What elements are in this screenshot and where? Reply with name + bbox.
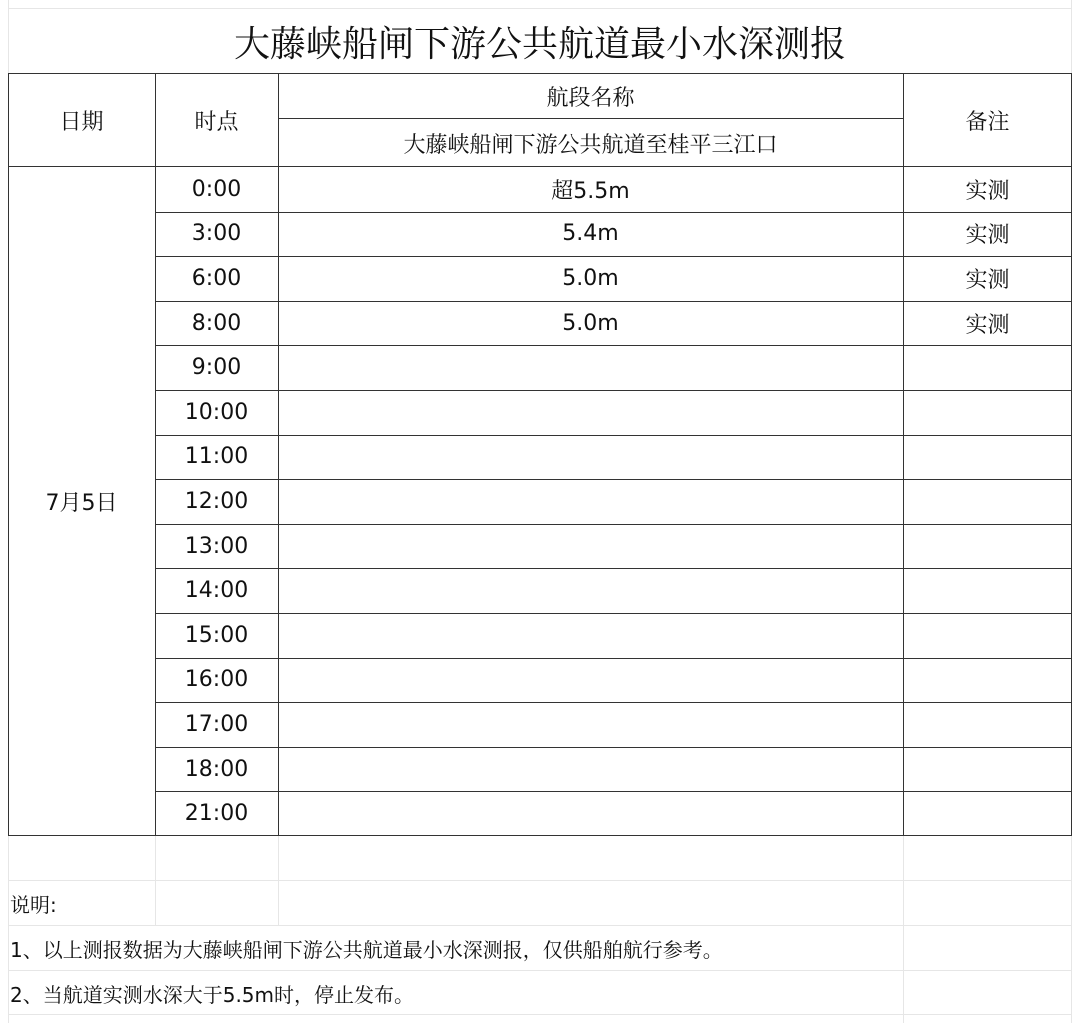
grid-line bbox=[278, 836, 279, 926]
remark-cell bbox=[903, 479, 1072, 524]
row-border bbox=[155, 658, 1072, 659]
remark-cell: 实测 bbox=[965, 312, 1010, 338]
depth-cell bbox=[278, 345, 903, 390]
remark-cell bbox=[903, 435, 1072, 480]
time-cell: 16:00 bbox=[184, 667, 249, 693]
remark-cell bbox=[903, 524, 1072, 569]
time-cell: 17:00 bbox=[184, 711, 249, 737]
border bbox=[155, 73, 156, 836]
depth-cell bbox=[278, 613, 903, 658]
row-border bbox=[155, 747, 1072, 748]
border bbox=[1071, 73, 1072, 836]
depth-cell bbox=[278, 479, 903, 524]
depth-cell bbox=[278, 390, 903, 435]
depth-cell bbox=[278, 658, 903, 703]
note-item: 1、以上测报数据为大藤峡船闸下游公共航道最小水深测报，仅供船舶航行参考。 bbox=[10, 937, 723, 962]
time-cell: 18:00 bbox=[184, 756, 249, 782]
time-cell: 21:00 bbox=[184, 801, 249, 827]
depth-cell bbox=[278, 524, 903, 569]
remark-cell: 实测 bbox=[965, 223, 1010, 249]
border bbox=[278, 73, 279, 836]
time-cell: 10:00 bbox=[184, 399, 249, 425]
depth-cell bbox=[278, 791, 903, 836]
time-cell: 13:00 bbox=[184, 533, 249, 559]
row-border bbox=[155, 524, 1072, 525]
remark-cell bbox=[903, 747, 1072, 792]
depth-cell: 超5.5m bbox=[551, 178, 630, 204]
remark-cell bbox=[903, 791, 1072, 836]
row-border bbox=[155, 702, 1072, 703]
depth-cell bbox=[278, 568, 903, 613]
grid-line bbox=[903, 836, 904, 1023]
border bbox=[278, 118, 903, 119]
time-cell: 11:00 bbox=[184, 444, 249, 470]
time-cell: 14:00 bbox=[184, 578, 249, 604]
depth-cell: 5.0m bbox=[562, 265, 619, 291]
time-cell: 15:00 bbox=[184, 622, 249, 648]
border bbox=[8, 835, 1072, 836]
remark-cell: 实测 bbox=[965, 267, 1010, 293]
header-remark: 备注 bbox=[965, 109, 1010, 135]
row-border bbox=[155, 390, 1072, 391]
border bbox=[8, 73, 1072, 74]
time-cell: 6:00 bbox=[191, 265, 242, 291]
row-border bbox=[155, 301, 1072, 302]
row-border bbox=[155, 613, 1072, 614]
grid-line bbox=[155, 836, 156, 926]
depth-cell bbox=[278, 747, 903, 792]
header-time: 时点 bbox=[194, 109, 239, 135]
remark-cell bbox=[903, 390, 1072, 435]
depth-cell: 5.0m bbox=[562, 310, 619, 336]
time-cell: 8:00 bbox=[191, 310, 242, 336]
remark-cell bbox=[903, 568, 1072, 613]
border bbox=[8, 166, 1072, 167]
row-border bbox=[155, 791, 1072, 792]
border bbox=[8, 73, 9, 836]
remark-cell bbox=[903, 345, 1072, 390]
notes-heading: 说明: bbox=[10, 892, 57, 917]
time-cell: 12:00 bbox=[184, 488, 249, 514]
note-item: 2、当航道实测水深大于5.5m时，停止发布。 bbox=[10, 982, 415, 1007]
border bbox=[903, 73, 904, 836]
depth-cell bbox=[278, 435, 903, 480]
row-border bbox=[155, 212, 1072, 213]
header-section-name: 航段名称 bbox=[546, 85, 635, 111]
time-cell: 0:00 bbox=[191, 176, 242, 202]
row-border bbox=[155, 345, 1072, 346]
depth-cell bbox=[278, 702, 903, 747]
header-section-value: 大藤峡船闸下游公共航道至桂平三江口 bbox=[403, 132, 778, 158]
depth-cell: 5.4m bbox=[562, 221, 619, 247]
time-cell: 9:00 bbox=[191, 355, 242, 381]
remark-cell: 实测 bbox=[965, 178, 1010, 204]
page-title: 大藤峡船闸下游公共航道最小水深测报 bbox=[233, 23, 846, 65]
row-border bbox=[155, 479, 1072, 480]
date-cell: 7月5日 bbox=[45, 491, 118, 516]
row-border bbox=[155, 568, 1072, 569]
grid-line bbox=[8, 880, 1072, 881]
time-cell: 3:00 bbox=[191, 221, 242, 247]
grid-line bbox=[8, 8, 1072, 9]
depth-table bbox=[8, 73, 1072, 836]
row-border bbox=[155, 435, 1072, 436]
row-border bbox=[155, 256, 1072, 257]
remark-cell bbox=[903, 658, 1072, 703]
remark-cell bbox=[903, 613, 1072, 658]
remark-cell bbox=[903, 702, 1072, 747]
header-date: 日期 bbox=[59, 109, 104, 135]
